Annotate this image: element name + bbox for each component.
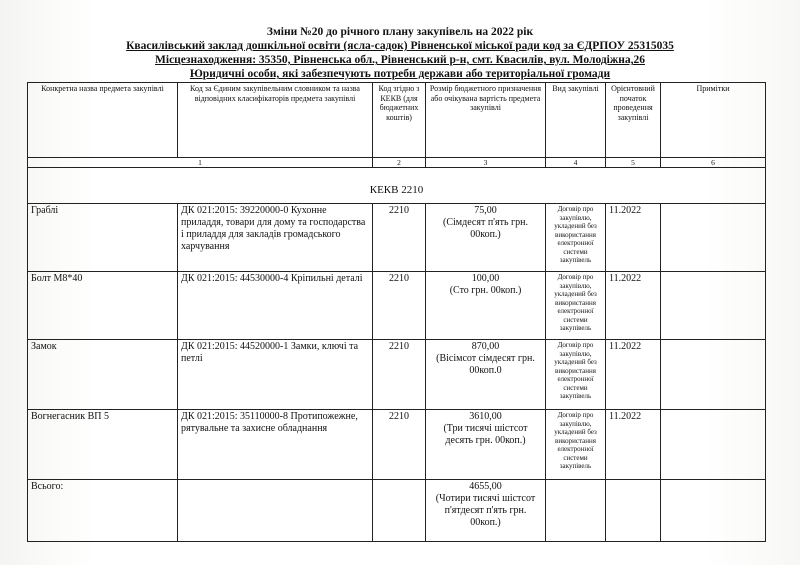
column-number: 6: [661, 158, 766, 168]
item-start-date: 11.2022: [606, 410, 661, 480]
total-amount-cell: [426, 480, 546, 542]
column-number-row: [28, 158, 766, 168]
procurement-table: [27, 82, 766, 542]
item-procurement-type: Договір про закупівлю, укладений без використання електронної системи закупівель: [546, 410, 606, 480]
total-empty: [178, 480, 373, 542]
table-row: [28, 410, 766, 480]
item-amount-words: (Три тисячі шістсот десять грн. 00коп.): [443, 423, 528, 446]
item-amount: 100,00: [471, 273, 500, 284]
item-amount: 75,00: [474, 205, 497, 216]
total-amount: 4655,00: [469, 481, 502, 492]
column-header: Код згідно з КЕКВ (для бюджетних коштів): [373, 83, 426, 158]
column-number: 5: [606, 158, 661, 168]
item-procurement-type: Договір про закупівлю, укладений без використання електронної системи закупівель: [546, 272, 606, 340]
item-start-date: 11.2022: [606, 272, 661, 340]
item-notes: [661, 272, 766, 340]
total-empty: [546, 480, 606, 542]
item-start-date: 11.2022: [606, 204, 661, 272]
item-amount-words: (Сімдесят п'ять грн. 00коп.): [443, 217, 528, 240]
column-header: Конкретна назва предмета закупівлі: [28, 83, 178, 158]
column-number: 3: [426, 158, 546, 168]
kekv-heading-row: [28, 168, 766, 204]
item-name: Граблі: [28, 204, 178, 272]
column-header: Орієнтовний початок проведення закупівлі: [606, 83, 661, 158]
item-kekv: 2210: [373, 410, 426, 480]
item-amount-cell: [426, 410, 546, 480]
item-name: Вогнегасник ВП 5: [28, 410, 178, 480]
total-empty: [373, 480, 426, 542]
item-name: Замок: [28, 340, 178, 410]
organization-category: Юридичні особи, які забезпечують потреби держави або територіальної громади: [189, 68, 611, 80]
table-row: [28, 272, 766, 340]
item-amount: 3610,00: [469, 411, 502, 422]
item-amount-words: (Вісімсот сімдесят грн. 00коп.0: [436, 353, 535, 376]
item-kekv: 2210: [373, 204, 426, 272]
column-number: 4: [546, 158, 606, 168]
organization-address: Місцезнаходження: 35350, Рівненська обл., Рівненський р-н, смт. Квасилів, вул. Молодіжна,26: [155, 54, 645, 66]
item-kekv: 2210: [373, 340, 426, 410]
total-empty: [606, 480, 661, 542]
column-header: Код за Єдиним закупівельним словником та назва відповідних класифікаторів предмета закупівлі: [178, 83, 373, 158]
item-notes: [661, 410, 766, 480]
organization-name: Квасилівський заклад дошкільної освіти (ясла-садок) Рівненської міської ради код за ЄДРПОУ 25315035: [126, 40, 674, 52]
item-amount-words: (Сто грн. 00коп.): [449, 285, 522, 296]
item-code: ДК 021:2015: 44530000-4 Кріпильні деталі: [178, 272, 373, 340]
table-header-row: [28, 83, 766, 158]
item-code: ДК 021:2015: 39220000-0 Кухонне приладдя, товари для дому та господарства і приладдя для закладів громадського харчування: [178, 204, 373, 272]
item-amount-cell: [426, 340, 546, 410]
item-amount-cell: [426, 204, 546, 272]
table-row: [28, 204, 766, 272]
item-code: ДК 021:2015: 44520000-1 Замки, ключі та петлі: [178, 340, 373, 410]
total-empty: [661, 480, 766, 542]
column-number: 1: [28, 158, 373, 168]
item-start-date: 11.2022: [606, 340, 661, 410]
item-amount: 870,00: [471, 341, 500, 352]
item-amount-cell: [426, 272, 546, 340]
item-kekv: 2210: [373, 272, 426, 340]
total-row: [28, 480, 766, 542]
item-code: ДК 021:2015: 35110000-8 Протипожежне, рятувальне та захисне обладнання: [178, 410, 373, 480]
document-title: Зміни №20 до річного плану закупівель на 2022 рік: [266, 26, 534, 38]
table-row: [28, 340, 766, 410]
total-amount-words: (Чотири тисячі шістсот п'ятдесят п'ять грн. 00коп.): [435, 493, 536, 528]
item-name: Болт М8*40: [28, 272, 178, 340]
column-number: 2: [373, 158, 426, 168]
item-procurement-type: Договір про закупівлю, укладений без використання електронної системи закупівель: [546, 204, 606, 272]
kekv-heading: КЕКВ 2210: [28, 168, 766, 204]
item-notes: [661, 204, 766, 272]
item-procurement-type: Договір про закупівлю, укладений без використання електронної системи закупівель: [546, 340, 606, 410]
item-notes: [661, 340, 766, 410]
column-header: Примітки: [661, 83, 766, 158]
column-header: Розмір бюджетного призначення або очікувана вартість предмета закупівлі: [426, 83, 546, 158]
total-label: Всього:: [28, 480, 178, 542]
column-header: Вид закупівлі: [546, 83, 606, 158]
